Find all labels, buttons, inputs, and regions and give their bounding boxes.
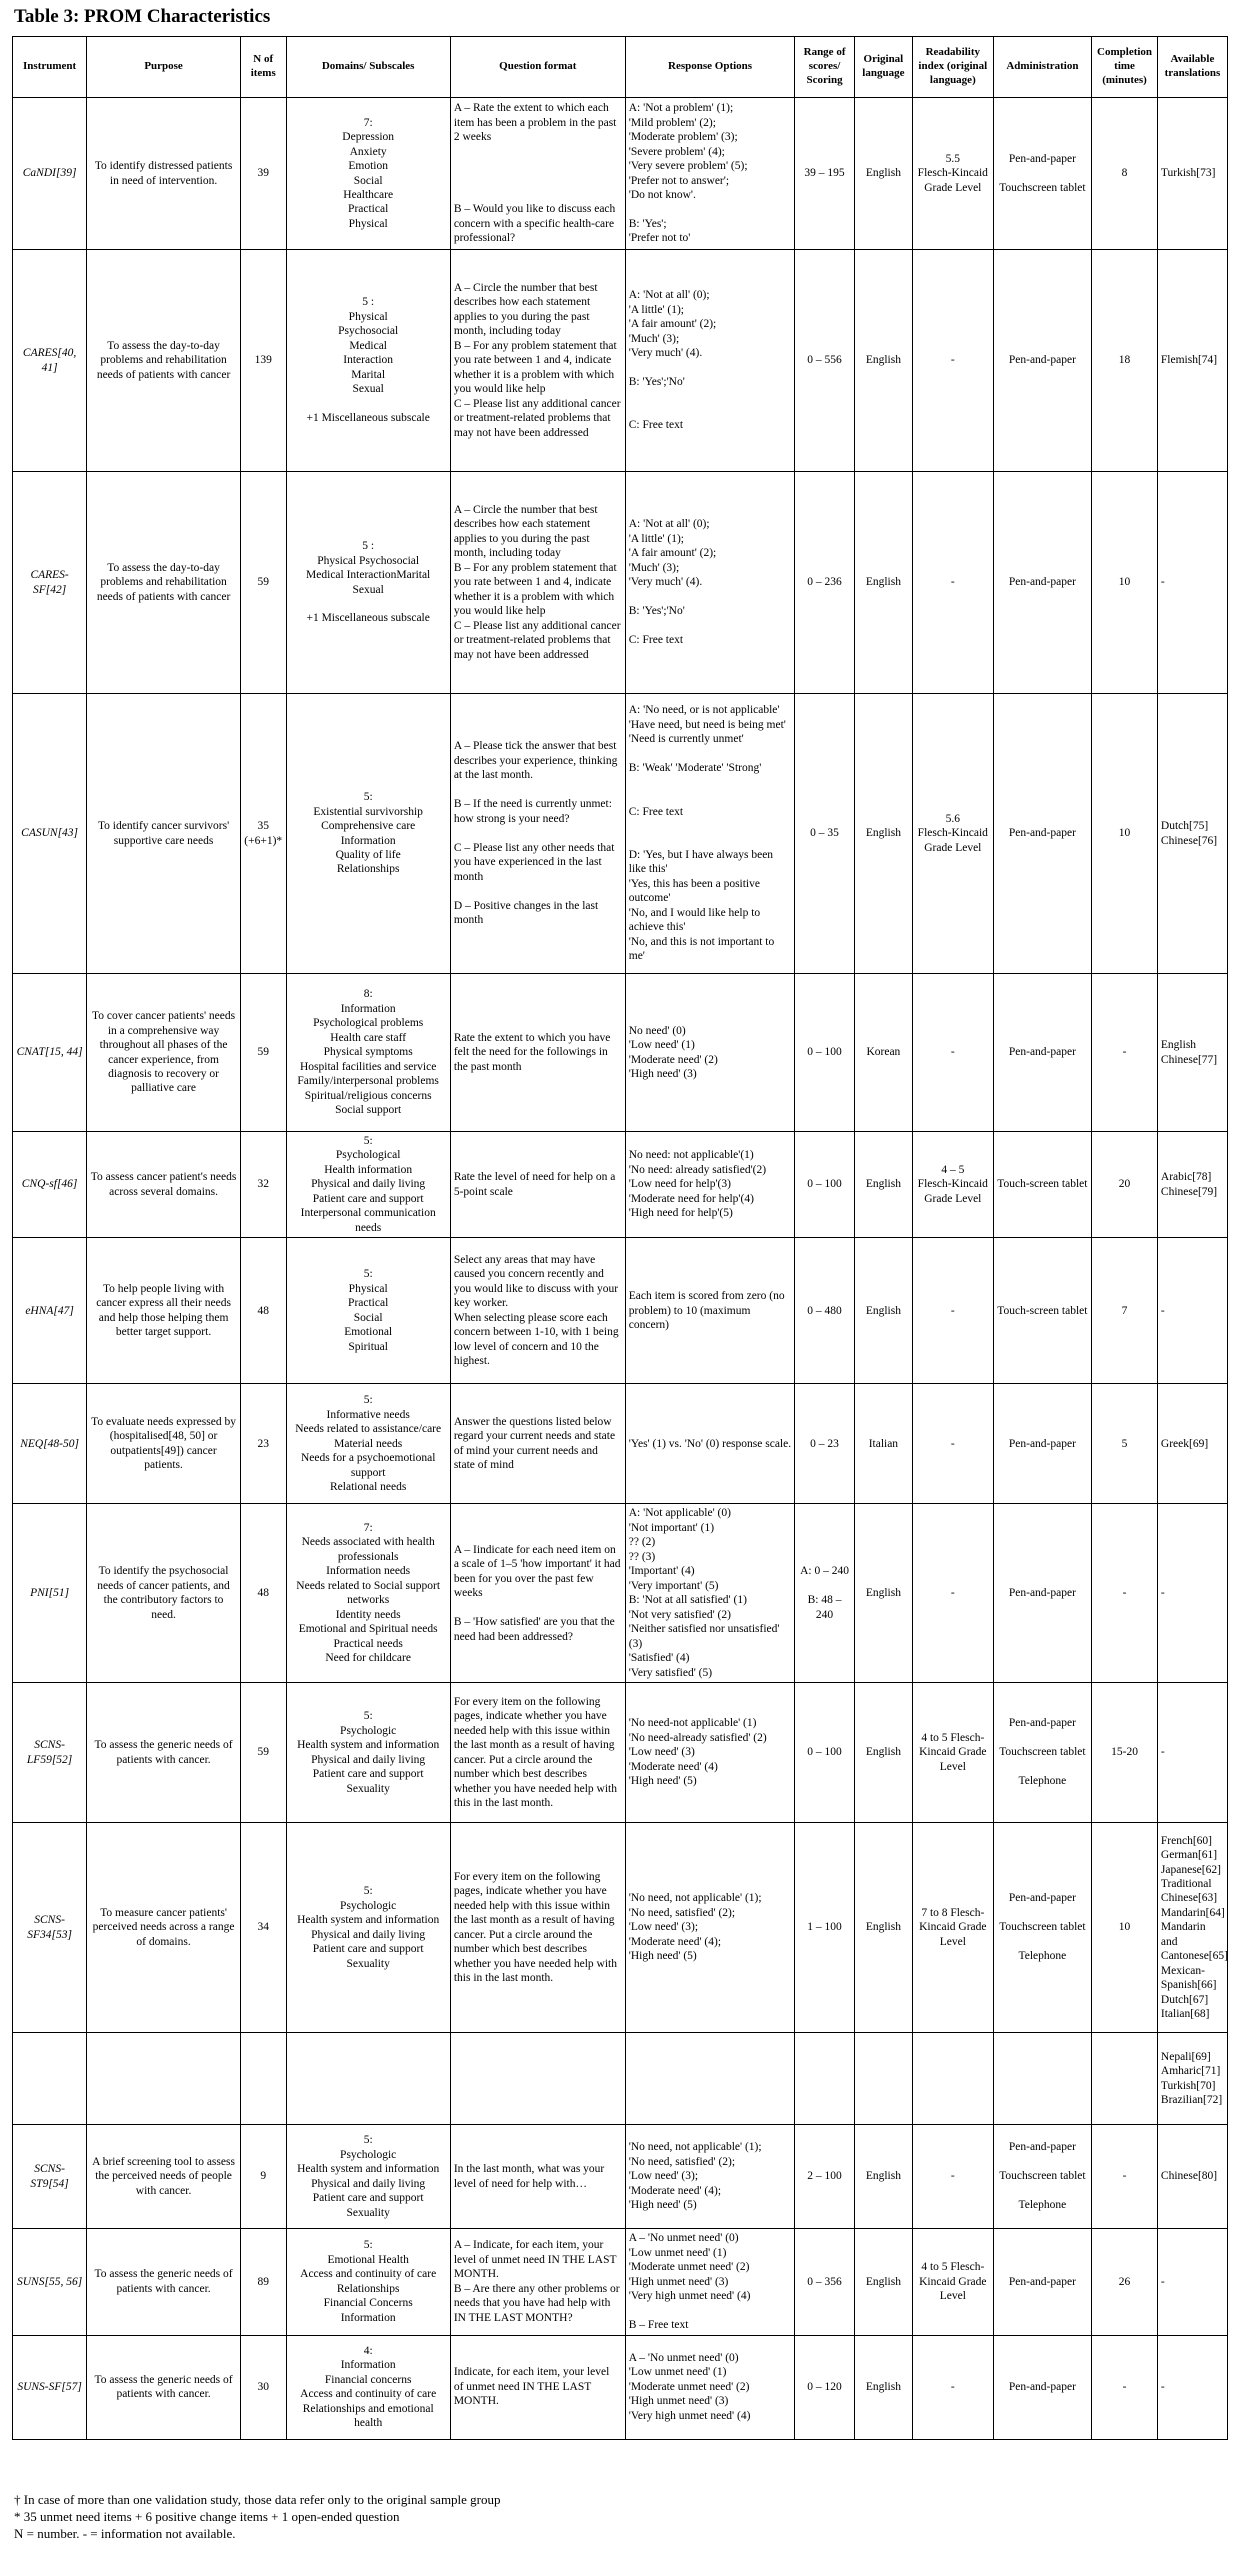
instrument-cell: [13, 2033, 87, 2125]
language-cell: Italian: [854, 1384, 912, 1504]
domains-cell: 5: Psychologic Health system and information Physical and daily living Patient care and support Sexuality: [286, 1823, 450, 2033]
domains-cell: 5: Informative needs Needs related to assistance/care Material needs Needs for a psychoemotional support Relational needs: [286, 1384, 450, 1504]
translations-cell: Flemish[74]: [1157, 250, 1227, 472]
range-cell: 1 – 100: [795, 1823, 854, 2033]
completion-time-cell: 8: [1092, 98, 1158, 250]
column-header: Domains/ Subscales: [286, 37, 450, 98]
column-header: N of items: [240, 37, 286, 98]
purpose-cell: To assess the generic needs of patients with cancer.: [87, 1683, 241, 1823]
range-cell: 0 – 556: [795, 250, 854, 472]
domains-cell: [286, 2033, 450, 2125]
readability-cell: -: [913, 2335, 994, 2439]
range-cell: 0 – 100: [795, 974, 854, 1132]
domains-cell: 4: Information Financial concerns Access and continuity of care Relationships and emotional health: [286, 2335, 450, 2439]
range-cell: A: 0 – 240 B: 48 – 240: [795, 1504, 854, 1683]
administration-cell: Touch-screen tablet: [993, 1132, 1092, 1238]
response-options-cell: A: 'Not applicable' (0) 'Not important' (1) ?? (2) ?? (3) 'Important' (4) 'Very important' (5) B: 'Not at all satisfied' (1) 'Not very satisfied' (2) 'Neither satisfied nor unsatisfied' (3) 'Satisfied' (4) 'Very satisfied' (5): [625, 1504, 795, 1683]
administration-cell: Pen-and-paper: [993, 1384, 1092, 1504]
completion-time-cell: -: [1092, 974, 1158, 1132]
table-row: [13, 1823, 1228, 2033]
readability-cell: [913, 2033, 994, 2125]
readability-cell: -: [913, 1504, 994, 1683]
column-header: Available translations: [1157, 37, 1227, 98]
readability-cell: -: [913, 1384, 994, 1504]
translations-cell: -: [1157, 2229, 1227, 2335]
column-header: Original language: [854, 37, 912, 98]
purpose-cell: To evaluate needs expressed by (hospitalised[48, 50] or outpatients[49]) cancer patients.: [87, 1384, 241, 1504]
response-options-cell: A – 'No unmet need' (0) 'Low unmet need' (1) 'Moderate unmet need' (2) 'High unmet need' (3) 'Very high unmet need' (4): [625, 2335, 795, 2439]
n-items-cell: 23: [240, 1384, 286, 1504]
administration-cell: Pen-and-paper: [993, 250, 1092, 472]
language-cell: English: [854, 1132, 912, 1238]
completion-time-cell: -: [1092, 2125, 1158, 2229]
domains-cell: 5 : Physical Psychosocial Medical Interaction Marital Sexual +1 Miscellaneous subscale: [286, 250, 450, 472]
column-header: Purpose: [87, 37, 241, 98]
readability-cell: -: [913, 2125, 994, 2229]
translations-cell: Turkish[73]: [1157, 98, 1227, 250]
table-row: [13, 1384, 1228, 1504]
n-items-cell: 59: [240, 1683, 286, 1823]
question-format-cell: Rate the extent to which you have felt the need for the followings in the past month: [450, 974, 625, 1132]
instrument-cell: SCNS-ST9[54]: [13, 2125, 87, 2229]
language-cell: English: [854, 472, 912, 694]
purpose-cell: [87, 2033, 241, 2125]
language-cell: English: [854, 1238, 912, 1384]
range-cell: 0 – 100: [795, 1132, 854, 1238]
table-row: [13, 250, 1228, 472]
question-format-cell: Indicate, for each item, your level of unmet need IN THE LAST MONTH.: [450, 2335, 625, 2439]
question-format-cell: Select any areas that may have caused you concern recently and you would like to discuss with your key worker. When selecting please score each concern between 1-10, with 1 being low level of concern and 10 the highest.: [450, 1238, 625, 1384]
table-row: [13, 1132, 1228, 1238]
instrument-cell: SUNS[55, 56]: [13, 2229, 87, 2335]
n-items-cell: [240, 2033, 286, 2125]
domains-cell: 5: Physical Practical Social Emotional Spiritual: [286, 1238, 450, 1384]
question-format-cell: Rate the level of need for help on a 5-point scale: [450, 1132, 625, 1238]
readability-cell: 4 to 5 Flesch-Kincaid Grade Level: [913, 2229, 994, 2335]
instrument-cell: SCNS-SF34[53]: [13, 1823, 87, 2033]
language-cell: English: [854, 1683, 912, 1823]
response-options-cell: No need: not applicable'(1) 'No need: already satisfied'(2) 'Low need for help'(3) 'Moderate need for help'(4) 'High need for help'(5): [625, 1132, 795, 1238]
purpose-cell: To assess the generic needs of patients with cancer.: [87, 2335, 241, 2439]
completion-time-cell: 15-20: [1092, 1683, 1158, 1823]
language-cell: English: [854, 2125, 912, 2229]
question-format-cell: A – Rate the extent to which each item has been a problem in the past 2 weeks B – Would you like to discuss each concern with a specific health-care professional?: [450, 98, 625, 250]
administration-cell: Pen-and-paper: [993, 472, 1092, 694]
instrument-cell: CNAT[15, 44]: [13, 974, 87, 1132]
purpose-cell: To help people living with cancer express all their needs and help those helping them better target support.: [87, 1238, 241, 1384]
range-cell: 0 – 35: [795, 694, 854, 974]
n-items-cell: 32: [240, 1132, 286, 1238]
column-header: Administration: [993, 37, 1092, 98]
instrument-cell: CARES[40, 41]: [13, 250, 87, 472]
column-header: Readability index (original language): [913, 37, 994, 98]
administration-cell: Pen-and-paper: [993, 694, 1092, 974]
completion-time-cell: -: [1092, 1504, 1158, 1683]
purpose-cell: To measure cancer patients' perceived needs across a range of domains.: [87, 1823, 241, 2033]
completion-time-cell: [1092, 2033, 1158, 2125]
administration-cell: Pen-and-paper Touchscreen tablet: [993, 98, 1092, 250]
administration-cell: Pen-and-paper Touchscreen tablet Telephone: [993, 1823, 1092, 2033]
instrument-cell: SCNS-LF59[52]: [13, 1683, 87, 1823]
translations-cell: Dutch[75] Chinese[76]: [1157, 694, 1227, 974]
completion-time-cell: 10: [1092, 694, 1158, 974]
instrument-cell: CARES-SF[42]: [13, 472, 87, 694]
translations-cell: French[60] German[61] Japanese[62] Traditional Chinese[63] Mandarin[64] Mandarin and Cantonese[65] Mexican-Spanish[66] Dutch[67] Italian[68]: [1157, 1823, 1227, 2033]
n-items-cell: 39: [240, 98, 286, 250]
purpose-cell: To assess the day-to-day problems and rehabilitation needs of patients with cancer: [87, 250, 241, 472]
question-format-cell: Answer the questions listed below regard your current needs and state of mind your current needs and state of mind: [450, 1384, 625, 1504]
administration-cell: [993, 2033, 1092, 2125]
column-header: Question format: [450, 37, 625, 98]
completion-time-cell: 7: [1092, 1238, 1158, 1384]
completion-time-cell: 26: [1092, 2229, 1158, 2335]
response-options-cell: A: 'Not at all' (0); 'A little' (1); 'A fair amount' (2); 'Much' (3); 'Very much' (4). B: 'Yes';'No' C: Free text: [625, 250, 795, 472]
language-cell: English: [854, 2229, 912, 2335]
question-format-cell: [450, 2033, 625, 2125]
purpose-cell: To assess the day-to-day problems and rehabilitation needs of patients with cancer: [87, 472, 241, 694]
table-row: [13, 2335, 1228, 2439]
response-options-cell: 'Yes' (1) vs. 'No' (0) response scale.: [625, 1384, 795, 1504]
footnote: * 35 unmet need items + 6 positive change items + 1 open-ended question: [14, 2508, 400, 2524]
response-options-cell: A: 'Not at all' (0); 'A little' (1); 'A fair amount' (2); 'Much' (3); 'Very much' (4). B: 'Yes';'No' C: Free text: [625, 472, 795, 694]
domains-cell: 5: Psychologic Health system and information Physical and daily living Patient care and support Sexuality: [286, 1683, 450, 1823]
instrument-cell: PNI[51]: [13, 1504, 87, 1683]
instrument-cell: SUNS-SF[57]: [13, 2335, 87, 2439]
table-row: [13, 1238, 1228, 1384]
question-format-cell: A – Please tick the answer that best describes your experience, thinking at the last month. B – If the need is currently unmet: how strong is your need? C – Please list any other needs that you have experienced in the last month D – Positive changes in the last month: [450, 694, 625, 974]
n-items-cell: 48: [240, 1238, 286, 1384]
language-cell: English: [854, 250, 912, 472]
language-cell: English: [854, 1823, 912, 2033]
question-format-cell: In the last month, what was your level of need for help with…: [450, 2125, 625, 2229]
language-cell: [854, 2033, 912, 2125]
readability-cell: 4 to 5 Flesch-Kincaid Grade Level: [913, 1683, 994, 1823]
range-cell: 0 – 120: [795, 2335, 854, 2439]
range-cell: 0 – 100: [795, 1683, 854, 1823]
footnote: † In case of more than one validation study, those data refer only to the original sample group: [14, 2492, 501, 2507]
purpose-cell: To cover cancer patients' needs in a comprehensive way throughout all phases of the cancer experience, from diagnosis to recovery or palliative care: [87, 974, 241, 1132]
n-items-cell: 35 (+6+1)*: [240, 694, 286, 974]
translations-cell: -: [1157, 1504, 1227, 1683]
n-items-cell: 48: [240, 1504, 286, 1683]
administration-cell: Pen-and-paper: [993, 2335, 1092, 2439]
domains-cell: 7: Needs associated with health professionals Information needs Needs related to Social support networks Identity needs Emotional and Spiritual needs Practical needs Need for childcare: [286, 1504, 450, 1683]
purpose-cell: To assess cancer patient's needs across several domains.: [87, 1132, 241, 1238]
table-title: Table 3: PROM Characteristics: [14, 6, 271, 27]
completion-time-cell: 10: [1092, 1823, 1158, 2033]
response-options-cell: 'No need, not applicable' (1); 'No need, satisfied' (2); 'Low need' (3); 'Moderate need' (4); 'High need' (5): [625, 1823, 795, 2033]
table-row: [13, 472, 1228, 694]
n-items-cell: 34: [240, 1823, 286, 2033]
language-cell: English: [854, 694, 912, 974]
question-format-cell: A – Circle the number that best describes how each statement applies to you during the past month, including today B – For any problem statement that you rate between 1 and 4, indicate whether it is a problem with which you would like help C – Please list any additional cancer or treatment-related problems that may not have been addressed: [450, 250, 625, 472]
n-items-cell: 139: [240, 250, 286, 472]
instrument-cell: CASUN[43]: [13, 694, 87, 974]
footnote: N = number. - = information not available.: [14, 2525, 236, 2541]
response-options-cell: A – 'No unmet need' (0) 'Low unmet need' (1) 'Moderate unmet need' (2) 'High unmet need' (3) 'Very high unmet need' (4) B – Free text: [625, 2229, 795, 2335]
response-options-cell: A: 'No need, or is not applicable' 'Have need, but need is being met' 'Need is currently unmet' B: 'Weak' 'Moderate' 'Strong' C: Free text D: 'Yes, but I have always been like this' 'Yes, this has been a positive outcome' 'No, and I would like help to achieve this' 'No, and this is not important to me': [625, 694, 795, 974]
response-options-cell: A: 'Not a problem' (1); 'Mild problem' (2); 'Moderate problem' (3); 'Severe problem' (4); 'Very severe problem' (5); 'Prefer not to answer'; 'Do not know'. B: 'Yes'; 'Prefer not to': [625, 98, 795, 250]
readability-cell: -: [913, 250, 994, 472]
translations-cell: Greek[69]: [1157, 1384, 1227, 1504]
footnotes: [14, 2492, 501, 2543]
table-body: [13, 98, 1228, 2440]
readability-cell: -: [913, 472, 994, 694]
language-cell: English: [854, 98, 912, 250]
table-row: [13, 2033, 1228, 2125]
administration-cell: Pen-and-paper: [993, 2229, 1092, 2335]
column-header: Instrument: [13, 37, 87, 98]
translations-cell: English Chinese[77]: [1157, 974, 1227, 1132]
completion-time-cell: 10: [1092, 472, 1158, 694]
instrument-cell: CaNDI[39]: [13, 98, 87, 250]
n-items-cell: 30: [240, 2335, 286, 2439]
language-cell: English: [854, 1504, 912, 1683]
readability-cell: 4 – 5 Flesch-Kincaid Grade Level: [913, 1132, 994, 1238]
question-format-cell: A – Circle the number that best describes how each statement applies to you during the past month, including today B – For any problem statement that you rate between 1 and 4, indicate whether it is a problem with which you would like help C – Please list any additional cancer or treatment-related problems that may not have been addressed: [450, 472, 625, 694]
administration-cell: Touch-screen tablet: [993, 1238, 1092, 1384]
purpose-cell: To identify distressed patients in need of intervention.: [87, 98, 241, 250]
administration-cell: Pen-and-paper: [993, 1504, 1092, 1683]
domains-cell: 7: Depression Anxiety Emotion Social Healthcare Practical Physical: [286, 98, 450, 250]
translations-cell: Chinese[80]: [1157, 2125, 1227, 2229]
response-options-cell: No need' (0) 'Low need' (1) 'Moderate need' (2) 'High need' (3): [625, 974, 795, 1132]
range-cell: 39 – 195: [795, 98, 854, 250]
range-cell: 0 – 23: [795, 1384, 854, 1504]
table-row: [13, 1683, 1228, 1823]
column-header: Response Options: [625, 37, 795, 98]
translations-cell: -: [1157, 472, 1227, 694]
domains-cell: 5 : Physical Psychosocial Medical InteractionMarital Sexual +1 Miscellaneous subscale: [286, 472, 450, 694]
range-cell: 0 – 236: [795, 472, 854, 694]
column-header: Completion time (minutes): [1092, 37, 1158, 98]
instrument-cell: NEQ[48-50]: [13, 1384, 87, 1504]
table-row: [13, 98, 1228, 250]
question-format-cell: A – Indicate, for each item, your level of unmet need IN THE LAST MONTH. B – Are there any other problems or needs that you have had help with IN THE LAST MONTH?: [450, 2229, 625, 2335]
instrument-cell: CNQ-sf[46]: [13, 1132, 87, 1238]
domains-cell: 5: Psychologic Health system and information Physical and daily living Patient care and support Sexuality: [286, 2125, 450, 2229]
response-options-cell: Each item is scored from zero (no problem) to 10 (maximum concern): [625, 1238, 795, 1384]
language-cell: English: [854, 2335, 912, 2439]
domains-cell: 5: Emotional Health Access and continuity of care Relationships Financial Concerns Information: [286, 2229, 450, 2335]
administration-cell: Pen-and-paper Touchscreen tablet Telephone: [993, 2125, 1092, 2229]
translations-cell: -: [1157, 1683, 1227, 1823]
administration-cell: Pen-and-paper Touchscreen tablet Telephone: [993, 1683, 1092, 1823]
purpose-cell: To identify cancer survivors' supportive care needs: [87, 694, 241, 974]
completion-time-cell: 18: [1092, 250, 1158, 472]
purpose-cell: A brief screening tool to assess the perceived needs of people with cancer.: [87, 2125, 241, 2229]
purpose-cell: To identify the psychosocial needs of cancer patients, and the contributory factors to need.: [87, 1504, 241, 1683]
completion-time-cell: 5: [1092, 1384, 1158, 1504]
n-items-cell: 9: [240, 2125, 286, 2229]
range-cell: 0 – 356: [795, 2229, 854, 2335]
question-format-cell: For every item on the following pages, indicate whether you have needed help with this issue within the last month as a result of having cancer. Put a circle around the number which best describes whether you have needed help with this in the last month.: [450, 1683, 625, 1823]
translations-cell: Nepali[69] Amharic[71] Turkish[70] Brazilian[72]: [1157, 2033, 1227, 2125]
readability-cell: 5.5 Flesch-Kincaid Grade Level: [913, 98, 994, 250]
instrument-cell: eHNA[47]: [13, 1238, 87, 1384]
translations-cell: Arabic[78] Chinese[79]: [1157, 1132, 1227, 1238]
readability-cell: 7 to 8 Flesch-Kincaid Grade Level: [913, 1823, 994, 2033]
translations-cell: -: [1157, 2335, 1227, 2439]
header-row: [13, 37, 1228, 98]
n-items-cell: 59: [240, 974, 286, 1132]
n-items-cell: 59: [240, 472, 286, 694]
readability-cell: -: [913, 1238, 994, 1384]
response-options-cell: 'No need-not applicable' (1) 'No need-already satisfied' (2) 'Low need' (3) 'Moderate need' (4) 'High need' (5): [625, 1683, 795, 1823]
response-options-cell: 'No need, not applicable' (1); 'No need, satisfied' (2); 'Low need' (3); 'Moderate need' (4); 'High need' (5): [625, 2125, 795, 2229]
readability-cell: -: [913, 974, 994, 1132]
table-row: [13, 1504, 1228, 1683]
translations-cell: -: [1157, 1238, 1227, 1384]
domains-cell: 5: Psychological Health information Physical and daily living Patient care and support Interpersonal communication needs: [286, 1132, 450, 1238]
purpose-cell: To assess the generic needs of patients with cancer.: [87, 2229, 241, 2335]
table-row: [13, 2229, 1228, 2335]
response-options-cell: [625, 2033, 795, 2125]
table-row: [13, 974, 1228, 1132]
readability-cell: 5.6 Flesch-Kincaid Grade Level: [913, 694, 994, 974]
administration-cell: Pen-and-paper: [993, 974, 1092, 1132]
completion-time-cell: 20: [1092, 1132, 1158, 1238]
prom-characteristics-table: [12, 36, 1228, 2440]
domains-cell: 5: Existential survivorship Comprehensive care Information Quality of life Relationships: [286, 694, 450, 974]
table-row: [13, 694, 1228, 974]
domains-cell: 8: Information Psychological problems Health care staff Physical symptoms Hospital facilities and service Family/interpersonal problems Spiritual/religious concerns Social support: [286, 974, 450, 1132]
question-format-cell: For every item on the following pages, indicate whether you have needed help with this issue within the last month as a result of having cancer. Put a circle around the number which best describes whether you have needed help with this in the last month.: [450, 1823, 625, 2033]
question-format-cell: A – Iindicate for each need item on a scale of 1–5 'how important' it had been for you over the past few weeks B – 'How satisfied' are you that the need had been addressed?: [450, 1504, 625, 1683]
language-cell: Korean: [854, 974, 912, 1132]
range-cell: [795, 2033, 854, 2125]
column-header: Range of scores/ Scoring: [795, 37, 854, 98]
table-row: [13, 2125, 1228, 2229]
n-items-cell: 89: [240, 2229, 286, 2335]
range-cell: 0 – 480: [795, 1238, 854, 1384]
range-cell: 2 – 100: [795, 2125, 854, 2229]
completion-time-cell: -: [1092, 2335, 1158, 2439]
